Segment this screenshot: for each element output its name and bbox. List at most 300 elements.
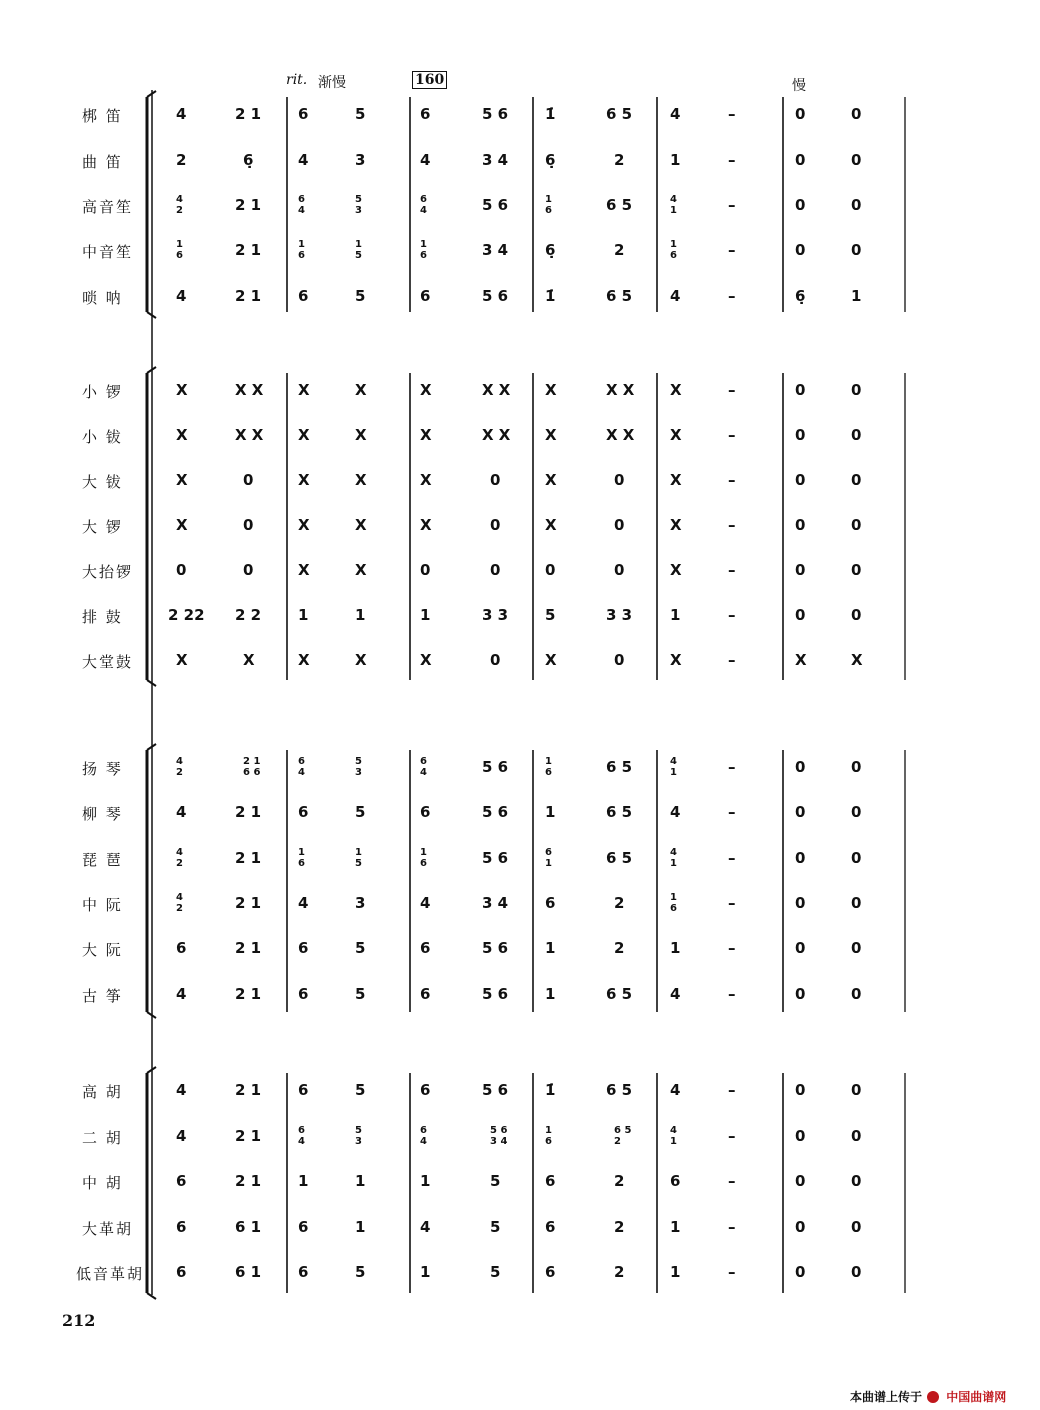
- note-cell: 0: [795, 241, 806, 259]
- note-cell: 4: [670, 985, 681, 1003]
- note-cell: 2: [176, 151, 187, 169]
- note-cell: 0: [614, 561, 625, 579]
- note-cell: 0: [851, 105, 862, 123]
- note-cell: 4: [670, 803, 681, 821]
- note-cell: 0: [243, 516, 254, 534]
- note-cell: 2 1: [235, 894, 262, 912]
- note-cell: 3: [355, 151, 366, 169]
- note-cell: 1: [420, 1172, 431, 1190]
- note-cell: 4: [670, 105, 681, 123]
- note-cell: 1: [545, 803, 556, 821]
- note-cell: X: [545, 516, 557, 534]
- note-cell: 6: [545, 894, 556, 912]
- note-cell: 4 1: [670, 847, 677, 869]
- note-cell: X X: [235, 426, 264, 444]
- note-cell: 5 6 3 4: [490, 1125, 508, 1147]
- note-cell: 6: [298, 1081, 309, 1099]
- note-cell: X X: [606, 426, 635, 444]
- note-cell: 1: [545, 985, 556, 1003]
- instrument-label: 中 胡: [82, 1174, 123, 1192]
- instrument-label: 小 钹: [82, 428, 123, 446]
- note-cell: X: [176, 471, 188, 489]
- instrument-label: 大 阮: [82, 941, 123, 959]
- note-cell: 1 5: [355, 847, 362, 869]
- note-cell: 4: [176, 287, 187, 305]
- note-cell: 1 6: [545, 194, 552, 216]
- note-cell: 1: [670, 1263, 681, 1281]
- sustain-dash: –: [728, 1218, 736, 1236]
- note-cell: 6: [298, 287, 309, 305]
- site-logo-text: 中国曲谱网: [946, 1390, 1007, 1404]
- note-cell: 0: [851, 561, 862, 579]
- note-cell: 2 1: [235, 1172, 262, 1190]
- note-cell: 0: [795, 1127, 806, 1145]
- note-cell: 4: [670, 287, 681, 305]
- tempo-slow-marking: 慢: [792, 78, 806, 94]
- instrument-label: 扬 琴: [82, 760, 123, 778]
- sustain-dash: –: [728, 381, 736, 399]
- note-cell: 0: [795, 1218, 806, 1236]
- note-cell: 6 1: [545, 847, 552, 869]
- note-cell: 0: [795, 516, 806, 534]
- note-cell: 6 5: [606, 985, 633, 1003]
- note-cell: 1 6: [670, 892, 677, 914]
- note-cell: 5 6: [482, 287, 509, 305]
- note-cell: 0: [795, 381, 806, 399]
- note-cell: 3 3: [606, 606, 633, 624]
- note-cell: 1̇: [545, 1081, 556, 1099]
- note-cell: 5: [355, 939, 366, 957]
- note-cell: X: [298, 381, 310, 399]
- note-cell: 0: [795, 985, 806, 1003]
- note-cell: X: [420, 381, 432, 399]
- note-cell: 0: [795, 606, 806, 624]
- page-number: 212: [62, 1311, 96, 1330]
- note-cell: 0: [420, 561, 431, 579]
- note-cell: 5 3: [355, 194, 362, 216]
- note-cell: 5: [490, 1218, 501, 1236]
- sustain-dash: –: [728, 1172, 736, 1190]
- note-cell: 1: [355, 606, 366, 624]
- note-cell: 6 4: [420, 1125, 427, 1147]
- note-cell: 1 6: [545, 756, 552, 778]
- sustain-dash: –: [728, 287, 736, 305]
- note-cell: 3 4: [482, 894, 509, 912]
- note-cell: 0: [795, 471, 806, 489]
- note-cell: 6: [176, 1172, 187, 1190]
- note-cell: 6 4: [298, 194, 305, 216]
- note-cell: 5 6: [482, 803, 509, 821]
- note-cell: 0: [851, 1127, 862, 1145]
- note-cell: 0: [795, 1263, 806, 1281]
- note-cell: 2: [614, 241, 625, 259]
- sustain-dash: –: [728, 471, 736, 489]
- note-cell: 6: [420, 105, 431, 123]
- note-cell: 6 1: [235, 1263, 262, 1281]
- note-cell: X: [298, 471, 310, 489]
- sustain-dash: –: [728, 241, 736, 259]
- note-cell: 6: [545, 1218, 556, 1236]
- note-cell: X: [355, 651, 367, 669]
- note-cell: X: [420, 516, 432, 534]
- note-cell: 0: [795, 151, 806, 169]
- sustain-dash: –: [728, 1263, 736, 1281]
- note-cell: 4: [176, 105, 187, 123]
- note-cell: 6: [420, 985, 431, 1003]
- sustain-dash: –: [728, 426, 736, 444]
- note-cell: 6 5: [606, 803, 633, 821]
- note-cell: 0: [490, 471, 501, 489]
- site-logo-icon: [927, 1391, 939, 1403]
- note-cell: 5: [490, 1263, 501, 1281]
- note-cell: 1: [355, 1218, 366, 1236]
- note-cell: 6 4: [420, 194, 427, 216]
- note-cell: X: [176, 426, 188, 444]
- sustain-dash: –: [728, 606, 736, 624]
- sustain-dash: –: [728, 151, 736, 169]
- note-cell: 3 4: [482, 151, 509, 169]
- note-cell: 2 1: [235, 985, 262, 1003]
- note-cell: X: [176, 516, 188, 534]
- note-cell: 3 4: [482, 241, 509, 259]
- note-cell: 4 1: [670, 1125, 677, 1147]
- note-cell: 6: [298, 985, 309, 1003]
- note-cell: 0: [490, 516, 501, 534]
- note-cell: 4: [420, 1218, 431, 1236]
- note-cell: 2 22: [168, 606, 205, 624]
- note-cell: 1: [355, 1172, 366, 1190]
- note-cell: 0: [851, 1218, 862, 1236]
- note-cell: 0: [795, 426, 806, 444]
- note-cell: 6: [420, 803, 431, 821]
- note-cell: 6̣: [545, 151, 556, 169]
- note-cell: 0: [851, 1263, 862, 1281]
- note-cell: 6 4: [420, 756, 427, 778]
- note-cell: 5: [355, 1263, 366, 1281]
- note-cell: 0: [795, 758, 806, 776]
- note-cell: X: [670, 651, 682, 669]
- note-cell: 0: [851, 985, 862, 1003]
- note-cell: 0: [851, 606, 862, 624]
- note-cell: 0: [851, 381, 862, 399]
- note-cell: 6: [545, 1172, 556, 1190]
- note-cell: 1: [851, 287, 862, 305]
- note-cell: 6: [298, 1263, 309, 1281]
- note-cell: 1: [298, 1172, 309, 1190]
- sustain-dash: –: [728, 803, 736, 821]
- note-cell: X: [420, 651, 432, 669]
- note-cell: 4: [176, 985, 187, 1003]
- note-cell: 0: [614, 471, 625, 489]
- note-cell: X: [670, 516, 682, 534]
- instrument-label: 大堂鼓: [82, 653, 134, 671]
- note-cell: 3: [355, 894, 366, 912]
- instrument-label: 大 锣: [82, 518, 123, 536]
- tempo-rit-chinese: 渐慢: [318, 75, 346, 91]
- note-cell: 6: [298, 939, 309, 957]
- note-cell: 0: [490, 651, 501, 669]
- note-cell: 1: [670, 606, 681, 624]
- note-cell: 0: [795, 939, 806, 957]
- note-cell: X: [355, 471, 367, 489]
- note-cell: 6 5: [606, 1081, 633, 1099]
- note-cell: X: [420, 426, 432, 444]
- note-cell: 2: [614, 939, 625, 957]
- note-cell: 5: [355, 803, 366, 821]
- note-cell: 6̣: [795, 287, 806, 305]
- note-cell: 1̇: [545, 287, 556, 305]
- note-cell: 4: [420, 151, 431, 169]
- note-cell: 2 1: [235, 241, 262, 259]
- note-cell: 1 6: [545, 1125, 552, 1147]
- note-cell: 6̣: [243, 151, 254, 169]
- instrument-label: 高 胡: [82, 1083, 123, 1101]
- note-cell: 6: [545, 1263, 556, 1281]
- note-cell: 6: [670, 1172, 681, 1190]
- note-cell: 4 2: [176, 756, 183, 778]
- site-credit: [850, 1386, 1006, 1405]
- note-cell: 6 4: [298, 1125, 305, 1147]
- note-cell: X: [545, 381, 557, 399]
- note-cell: 6 5: [606, 758, 633, 776]
- note-cell: 4: [176, 1127, 187, 1145]
- note-cell: 0: [795, 803, 806, 821]
- note-cell: 0: [851, 849, 862, 867]
- instrument-label: 大革胡: [82, 1220, 134, 1238]
- note-cell: 0: [851, 151, 862, 169]
- note-cell: 1 6: [176, 239, 183, 261]
- note-cell: 5 6: [482, 939, 509, 957]
- note-cell: 5 3: [355, 1125, 362, 1147]
- note-cell: 6 1: [235, 1218, 262, 1236]
- note-cell: 5: [355, 287, 366, 305]
- note-cell: 4 1: [670, 756, 677, 778]
- note-cell: 1: [420, 1263, 431, 1281]
- note-cell: 6: [420, 939, 431, 957]
- note-cell: 0: [851, 516, 862, 534]
- note-cell: 5 6: [482, 758, 509, 776]
- instrument-label: 大 钹: [82, 473, 123, 491]
- note-cell: 0: [243, 471, 254, 489]
- note-cell: 4: [670, 1081, 681, 1099]
- note-cell: X: [420, 471, 432, 489]
- note-cell: 4 2: [176, 847, 183, 869]
- note-cell: 2 1: [235, 1081, 262, 1099]
- note-cell: 0: [851, 1081, 862, 1099]
- note-cell: 5: [355, 985, 366, 1003]
- note-cell: 4: [298, 151, 309, 169]
- note-cell: 6: [176, 939, 187, 957]
- note-cell: 0: [851, 426, 862, 444]
- note-cell: X X: [606, 381, 635, 399]
- note-cell: 0: [614, 651, 625, 669]
- note-cell: 1̇: [545, 105, 556, 123]
- note-cell: 6: [298, 105, 309, 123]
- note-cell: 6: [176, 1218, 187, 1236]
- note-cell: X: [355, 426, 367, 444]
- note-cell: 0: [795, 196, 806, 214]
- note-cell: 6: [298, 803, 309, 821]
- instrument-label: 曲 笛: [82, 153, 123, 171]
- note-cell: X: [298, 516, 310, 534]
- note-cell: 0: [795, 105, 806, 123]
- note-cell: 0: [545, 561, 556, 579]
- note-cell: 4: [420, 894, 431, 912]
- note-cell: X: [355, 381, 367, 399]
- note-cell: 6 5: [606, 105, 633, 123]
- instrument-label: 琵 琶: [82, 851, 123, 869]
- sustain-dash: –: [728, 561, 736, 579]
- note-cell: 2: [614, 151, 625, 169]
- instrument-label: 中音笙: [82, 243, 134, 261]
- note-cell: 2 1: [235, 287, 262, 305]
- note-cell: 1: [545, 939, 556, 957]
- note-cell: 5 6: [482, 196, 509, 214]
- note-cell: 2 2: [235, 606, 262, 624]
- note-cell: X: [176, 651, 188, 669]
- note-cell: 6 5 2: [614, 1125, 632, 1147]
- note-cell: 6: [176, 1263, 187, 1281]
- sustain-dash: –: [728, 516, 736, 534]
- note-cell: 1: [670, 1218, 681, 1236]
- sustain-dash: –: [728, 651, 736, 669]
- sustain-dash: –: [728, 939, 736, 957]
- note-cell: 0: [851, 241, 862, 259]
- note-cell: 0: [851, 894, 862, 912]
- note-cell: 2: [614, 1172, 625, 1190]
- sustain-dash: –: [728, 758, 736, 776]
- note-cell: X: [355, 561, 367, 579]
- note-cell: 0: [490, 561, 501, 579]
- note-cell: 4 2: [176, 194, 183, 216]
- note-cell: 6: [298, 1218, 309, 1236]
- note-cell: 5: [545, 606, 556, 624]
- note-cell: 0: [795, 1172, 806, 1190]
- note-cell: 1: [670, 151, 681, 169]
- note-cell: 2 1: [235, 105, 262, 123]
- note-cell: 0: [851, 758, 862, 776]
- instrument-label: 二 胡: [82, 1129, 123, 1147]
- instrument-label: 中 阮: [82, 896, 123, 914]
- note-cell: X: [243, 651, 255, 669]
- note-cell: 0: [851, 196, 862, 214]
- note-cell: 2 1: [235, 1127, 262, 1145]
- note-cell: 4 2: [176, 892, 183, 914]
- note-cell: 1 6: [420, 239, 427, 261]
- note-cell: X: [355, 516, 367, 534]
- note-cell: 2: [614, 1218, 625, 1236]
- note-cell: 2 1 6 6: [243, 756, 261, 778]
- note-cell: 2: [614, 1263, 625, 1281]
- note-cell: 6 5: [606, 196, 633, 214]
- note-cell: 0: [795, 1081, 806, 1099]
- note-cell: X: [176, 381, 188, 399]
- credit-text: 本曲谱上传于: [850, 1390, 923, 1404]
- instrument-label: 低音革胡: [76, 1265, 145, 1283]
- instrument-label: 排 鼓: [82, 608, 123, 626]
- tempo-rit-marking: rit.: [286, 72, 308, 88]
- note-cell: 0: [851, 803, 862, 821]
- instrument-label: 唢 呐: [82, 289, 123, 307]
- note-cell: 0: [851, 471, 862, 489]
- note-cell: 6 4: [298, 756, 305, 778]
- sustain-dash: –: [728, 849, 736, 867]
- note-cell: 1: [298, 606, 309, 624]
- note-cell: 4: [176, 803, 187, 821]
- note-cell: 5: [355, 1081, 366, 1099]
- note-cell: 6 5: [606, 849, 633, 867]
- sustain-dash: –: [728, 105, 736, 123]
- note-cell: X: [545, 471, 557, 489]
- note-cell: 0: [176, 561, 187, 579]
- note-cell: 6̣: [545, 241, 556, 259]
- sustain-dash: –: [728, 1081, 736, 1099]
- note-cell: X: [545, 426, 557, 444]
- sustain-dash: –: [728, 1127, 736, 1145]
- note-cell: X: [851, 651, 863, 669]
- note-cell: X: [670, 426, 682, 444]
- note-cell: 2 1: [235, 196, 262, 214]
- note-cell: X: [298, 426, 310, 444]
- note-cell: X: [670, 381, 682, 399]
- note-cell: 0: [851, 1172, 862, 1190]
- note-cell: X: [298, 561, 310, 579]
- note-cell: 1 6: [298, 239, 305, 261]
- note-cell: X: [545, 651, 557, 669]
- note-cell: X X: [482, 426, 511, 444]
- note-cell: 0: [795, 894, 806, 912]
- note-cell: 4 1: [670, 194, 677, 216]
- note-cell: 1 6: [298, 847, 305, 869]
- note-cell: 2 1: [235, 803, 262, 821]
- instrument-label: 古 筝: [82, 987, 123, 1005]
- note-cell: X: [795, 651, 807, 669]
- note-cell: 2 1: [235, 849, 262, 867]
- sustain-dash: –: [728, 985, 736, 1003]
- rehearsal-mark: 160: [412, 71, 447, 89]
- instrument-label: 高音笙: [82, 198, 134, 216]
- note-cell: X: [670, 561, 682, 579]
- note-cell: 4: [298, 894, 309, 912]
- note-cell: 1 5: [355, 239, 362, 261]
- note-cell: 0: [795, 561, 806, 579]
- note-cell: 1 6: [420, 847, 427, 869]
- note-cell: 0: [614, 516, 625, 534]
- instrument-label: 大抬锣: [82, 563, 134, 581]
- note-cell: 5 6: [482, 985, 509, 1003]
- note-cell: X: [670, 471, 682, 489]
- note-cell: 5 6: [482, 105, 509, 123]
- note-cell: 1: [420, 606, 431, 624]
- note-cell: 0: [795, 849, 806, 867]
- note-cell: X: [298, 651, 310, 669]
- note-cell: 5: [490, 1172, 501, 1190]
- note-cell: 6: [420, 1081, 431, 1099]
- sustain-dash: –: [728, 196, 736, 214]
- note-cell: 5 3: [355, 756, 362, 778]
- note-cell: 5: [355, 105, 366, 123]
- note-cell: 1 6: [670, 239, 677, 261]
- note-cell: 3 3: [482, 606, 509, 624]
- note-cell: 6: [420, 287, 431, 305]
- note-cell: 0: [851, 939, 862, 957]
- sustain-dash: –: [728, 894, 736, 912]
- note-cell: 1: [670, 939, 681, 957]
- note-cell: 2: [614, 894, 625, 912]
- note-cell: X X: [235, 381, 264, 399]
- instrument-label: 梆 笛: [82, 107, 123, 125]
- note-cell: 6 5: [606, 287, 633, 305]
